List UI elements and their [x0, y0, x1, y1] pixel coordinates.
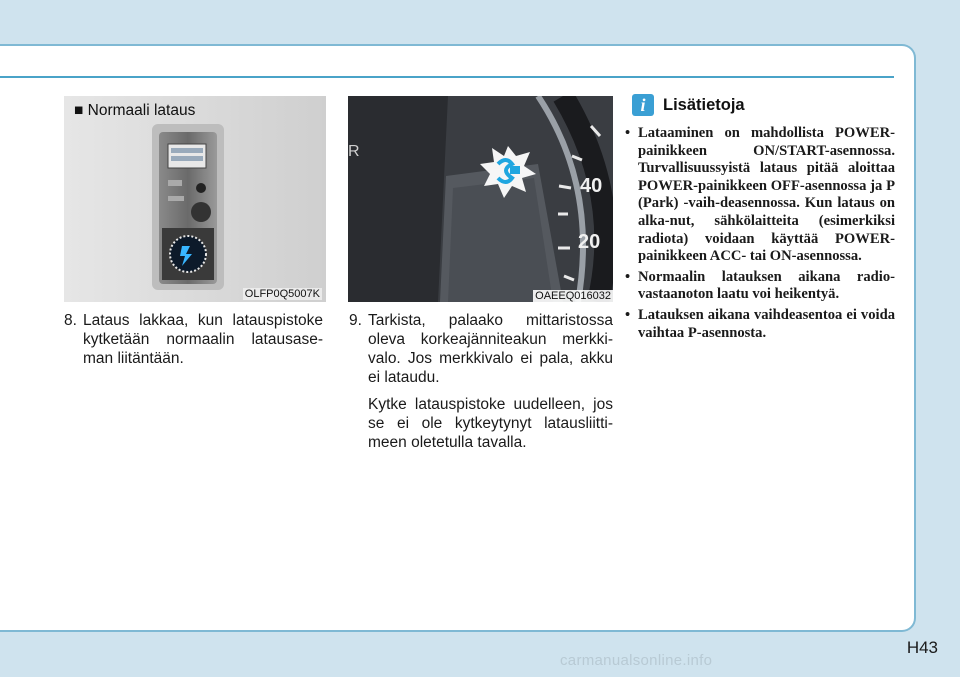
bullet-icon: • [625, 125, 631, 141]
step-text: Tarkista, palaako mittaristossa oleva korkeajänniteakun merkki-valo. Jos merkkivalo ei pala, akku ei lataudu. [368, 312, 613, 386]
info-header [632, 94, 745, 116]
info-item-text: Normaalin latauksen aikana radio-vastaanoton laatu voi heikentyä. [638, 268, 895, 303]
instrument-cluster-figure [348, 96, 613, 302]
figure-code: OLFP0Q5007K [244, 288, 320, 300]
figure-caption: ■ Normaali lataus [74, 102, 196, 119]
step-text: Kytke latauspistoke uudelleen, jos se ei ole kytkeytynyt latausliitti-meen oletetulla tavalla. [368, 396, 613, 451]
step-number: 8. [64, 312, 77, 329]
bullet-icon: • [625, 306, 631, 323]
info-item [622, 307, 895, 342]
cluster-illustration [348, 96, 613, 302]
charging-station-figure [64, 96, 326, 302]
info-item-text: Lataaminen on mahdollista POWER-painikkeen ON/START-asennossa. Turvallisuussyistä lataus pitää aloittaa POWER-painikkeen OFF-asennossa ja P (Park) -vaih-deasennossa. Kun lataus on alka-nut, sähkölaitteita (esimerkiksi radiota) voidaan käyttää POWER-painikkeen ACC- tai ON-asennossa. [638, 125, 895, 265]
bullet-icon: • [625, 268, 631, 285]
step-9 [349, 311, 613, 460]
step-number: 9. [349, 312, 362, 329]
step-8 [64, 311, 323, 376]
info-icon: i [632, 94, 654, 116]
gauge-label-40: 40 [580, 175, 603, 197]
header-rule [0, 76, 894, 78]
watermark[interactable]: carmanualsonline.info [560, 652, 713, 669]
info-item-text: Latauksen aikana vaihdeasentoa ei voida vaihtaa P-asennosta. [638, 306, 895, 341]
info-heading: Lisätietoja [663, 95, 745, 114]
step-text: Lataus lakkaa, kun latauspistoke kytketään normaalin latausase-man liitäntään. [83, 312, 323, 367]
svg-text:R: R [348, 143, 360, 160]
gauge-label-20: 20 [578, 231, 601, 253]
charging-station-illustration [64, 96, 326, 302]
info-list [622, 125, 895, 345]
figure-code: OAEEQ016032 [535, 290, 611, 302]
info-item [622, 269, 895, 304]
info-item [622, 125, 895, 266]
page-number: H43 [906, 638, 938, 657]
